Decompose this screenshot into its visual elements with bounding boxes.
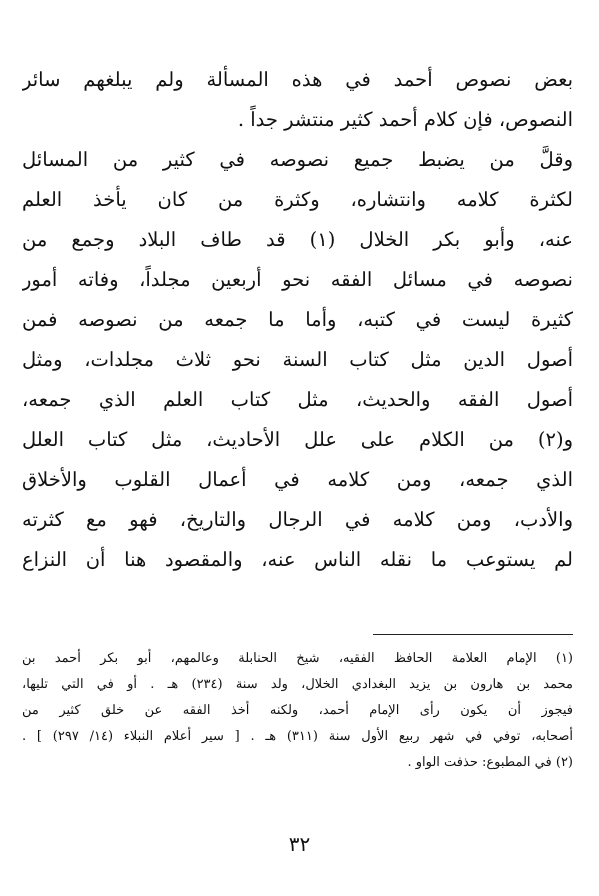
footnote-line: محمد بن هارون بن يزيد البغدادي الخلال، ولد سنة (٢٣٤) هـ . أو في التي تليها، [22,677,573,692]
text-line: نصوصه في مسائل الفقه نحو أربعين مجلداً، وفاته أمور [22,268,573,291]
main-text [22,60,573,580]
text-line: أصول الفقه والحديث، مثل كتاب العلم الذي جمعه، [22,388,573,411]
text-line: بعض نصوص أحمد في هذه المسألة ولم يبلغهم سائر [22,68,573,91]
footnote-line: (٢) في المطبوع: حذفت الواو . [407,755,573,770]
text-line: النصوص، فإن كلام أحمد كثير منتشر جداً . [237,108,573,131]
text-line: والأدب، ومن كلامه في الرجال والتاريخ، فهو مع كثرته [22,508,573,531]
text-line: و(٢) من الكلام على علل الأحاديث، مثل كتاب العلل [22,428,573,451]
text-line: لم يستوعب ما نقله الناس عنه، والمقصود هنا أن النزاع [22,548,573,571]
footnote-divider [373,634,573,635]
footnotes [22,646,573,776]
text-line: عنه، وأبو بكر الخلال (١) قد طاف البلاد وجمع من [22,228,573,251]
text-line: وقلَّ من يضبط جميع نصوصه في كثير من المسائل [22,148,573,171]
footnote-line: أصحابه، توفي في شهر ربيع الأول سنة (٣١١) هـ . [ سير أعلام النبلاء (١٤/ ٢٩٧) ] . [22,729,573,744]
text-line: كثيرة ليست في كتبه، وأما ما جمعه من نصوصه فمن [22,308,573,331]
text-line: أصول الدين مثل كتاب السنة نحو ثلاث مجلدات، ومثل [22,348,573,371]
text-line: الذي جمعه، ومن كلامه في أعمال القلوب والأخلاق [22,468,573,491]
footnote-line: (١) الإمام العلامة الحافظ الفقيه، شيخ الحنابلة وعالمهم، أبو بكر أحمد بن [22,651,573,666]
footnote-line: فيجوز أن يكون رأى الإمام أحمد، ولكنه أخذ الفقه عن خلق كثير من [22,703,573,718]
page-number: ٣٢ [288,832,311,856]
text-line: لكثرة كلامه وانتشاره، وكثرة من كان يأخذ العلم [22,188,573,211]
